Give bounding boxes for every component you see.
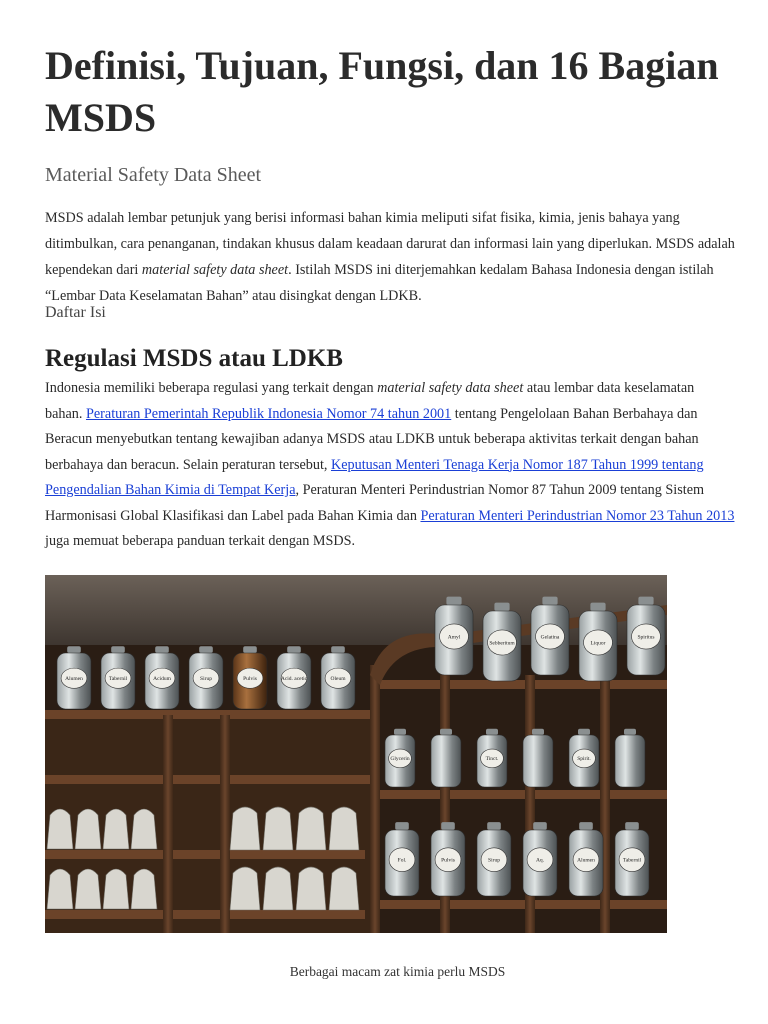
- jar-stopper: [446, 597, 461, 605]
- sack: [329, 867, 359, 910]
- jar-stopper: [67, 646, 81, 653]
- sack: [296, 867, 326, 910]
- link-permen-23-2013[interactable]: Peraturan Menteri Perindustrian Nomor 23 Tahun 2013: [420, 507, 735, 524]
- jar-stopper: [440, 729, 452, 735]
- section-heading: Regulasi MSDS atau LDKB: [45, 345, 343, 372]
- jar-label-text: Sirup: [200, 675, 212, 682]
- jar: [615, 735, 645, 787]
- jar-stopper: [243, 646, 257, 653]
- section-emphasis: material safety data sheet: [377, 380, 524, 396]
- jar-label-text: Amyl: [447, 634, 461, 641]
- jar-stopper: [590, 603, 605, 611]
- intro-paragraph: [45, 205, 750, 309]
- sack: [47, 809, 73, 849]
- section-text-5: juga memuat beberapa panduan terkait dengan MSDS.: [45, 533, 356, 549]
- jar-label-text: Gelatina: [540, 634, 560, 641]
- jar-label-text: Oleum: [330, 675, 346, 682]
- chemical-shelf-illustration: [45, 575, 667, 933]
- section-text-2: atau lembar data keselamatan bahan.: [45, 380, 695, 422]
- jar-stopper: [624, 729, 636, 735]
- sack: [263, 867, 293, 910]
- jar-stopper: [486, 729, 498, 735]
- shelf-plank: [375, 680, 667, 689]
- chemical-shelf-image: [45, 575, 667, 933]
- jar-stopper: [111, 646, 125, 653]
- intro-emphasis: material safety data sheet: [141, 262, 289, 278]
- table-of-contents-toggle[interactable]: Daftar Isi: [45, 304, 106, 321]
- jar-label-text: Pulvis: [243, 675, 257, 682]
- jar-stopper: [155, 646, 169, 653]
- jar-stopper: [578, 729, 590, 735]
- link-kepmen-187-1999[interactable]: Keputusan Menteri Tenaga Kerja Nomor 187 Tahun 1999 tentang Pengendalian Bahan Kimia di Tempat Kerja: [45, 456, 704, 498]
- jar-stopper: [394, 729, 406, 735]
- jar-label-text: Tabernil: [622, 857, 642, 864]
- jar-label-text: Sirup: [488, 857, 500, 864]
- jar-stopper: [494, 603, 509, 611]
- shelf-plank: [375, 900, 667, 909]
- shelf-plank: [45, 850, 365, 859]
- page-subtitle: Material Safety Data Sheet: [45, 164, 262, 186]
- jar-stopper: [487, 822, 501, 830]
- jar-stopper: [395, 822, 409, 830]
- jar-stopper: [441, 822, 455, 830]
- page-title: Definisi, Tujuan, Fungsi, dan 16 Bagian MSDS: [45, 43, 719, 140]
- intro-text-1: MSDS adalah lembar petunjuk yang berisi informasi bahan kimia meliputi sifat fisika, kimia, jenis bahaya yang ditimbulkan, cara penanganan, tindakan khusus dalam keadaan darurat dan informasi lain yang diperlukan. MSDS adalah kependekan dari: [45, 210, 735, 278]
- jar-stopper: [533, 822, 547, 830]
- sack: [75, 869, 101, 909]
- shelf-plank: [45, 775, 375, 784]
- sack: [230, 807, 260, 850]
- jar-label-text: Pulvis: [441, 857, 455, 864]
- section-text-4: , Peraturan Menteri Perindustrian Nomor 87 Tahun 2009 tentang Sistem Harmonisasi Global Klasifikasi dan Label pada Bahan Kimia dan: [45, 482, 705, 524]
- jar-label-text: Spirit.: [577, 755, 591, 762]
- jar-label-text: Tabernil: [108, 675, 128, 682]
- jar-label-text: Sebberitum: [489, 640, 515, 647]
- jar-stopper: [287, 646, 301, 653]
- jar-label-text: Acidum: [153, 675, 171, 682]
- shelf-plank: [45, 910, 365, 919]
- jar-stopper: [579, 822, 593, 830]
- shelf-post: [370, 665, 380, 933]
- sack: [47, 869, 73, 909]
- sack: [103, 809, 129, 849]
- jar-label-text: Spiritus: [637, 634, 655, 641]
- sack: [296, 807, 326, 850]
- jar-label-text: Acid. acetic: [280, 675, 308, 682]
- jar-label-text: Tinct.: [485, 755, 499, 762]
- jar-label-text: Alumen: [577, 857, 595, 864]
- section-text-1: Indonesia memiliki beberapa regulasi yang terkait dengan: [45, 380, 378, 396]
- shelf-plank: [375, 790, 667, 799]
- jar-stopper: [625, 822, 639, 830]
- link-pp-74-2001[interactable]: Peraturan Pemerintah Republik Indonesia Nomor 74 tahun 2001: [85, 405, 452, 422]
- sack: [263, 807, 293, 850]
- jar: [431, 735, 461, 787]
- sack: [131, 869, 157, 909]
- jar-label-text: Aq.: [535, 857, 545, 864]
- sack: [75, 809, 101, 849]
- shelf-plank: [45, 710, 375, 719]
- shelf-post: [600, 675, 610, 933]
- sack: [230, 867, 260, 910]
- jar-stopper: [542, 597, 557, 605]
- intro-text-2: . Istilah MSDS ini diterjemahkan kedalam Bahasa Indonesia dengan istilah “Lembar Data Keselamatan Bahan” atau disingkat dengan LDKB.: [45, 262, 714, 304]
- jar-label-text: Alumen: [65, 675, 83, 682]
- section-paragraph: [45, 376, 735, 555]
- figure-caption: Berbagai macam zat kimia perlu MSDS: [289, 964, 506, 979]
- section-text-3: tentang Pengelolaan Bahan Berbahaya dan Beracun menyebutkan tentang kewajiban adanya MSDS atau LDKB untuk beberapa aktivitas terkait dengan bahan berbahaya dan beracun. Selain peraturan tersebut,: [45, 405, 699, 473]
- jar: [523, 735, 553, 787]
- jar-stopper: [331, 646, 345, 653]
- sack: [329, 807, 359, 850]
- jar-stopper: [532, 729, 544, 735]
- jar-label-text: Fol.: [397, 857, 407, 864]
- jar-label-text: Glycerin: [390, 755, 410, 762]
- jar-label-text: Liquor: [590, 640, 606, 647]
- shelf-post: [220, 715, 230, 933]
- shelf-post: [163, 715, 173, 933]
- jar-stopper: [638, 597, 653, 605]
- sack: [103, 869, 129, 909]
- sack: [131, 809, 157, 849]
- jar-stopper: [199, 646, 213, 653]
